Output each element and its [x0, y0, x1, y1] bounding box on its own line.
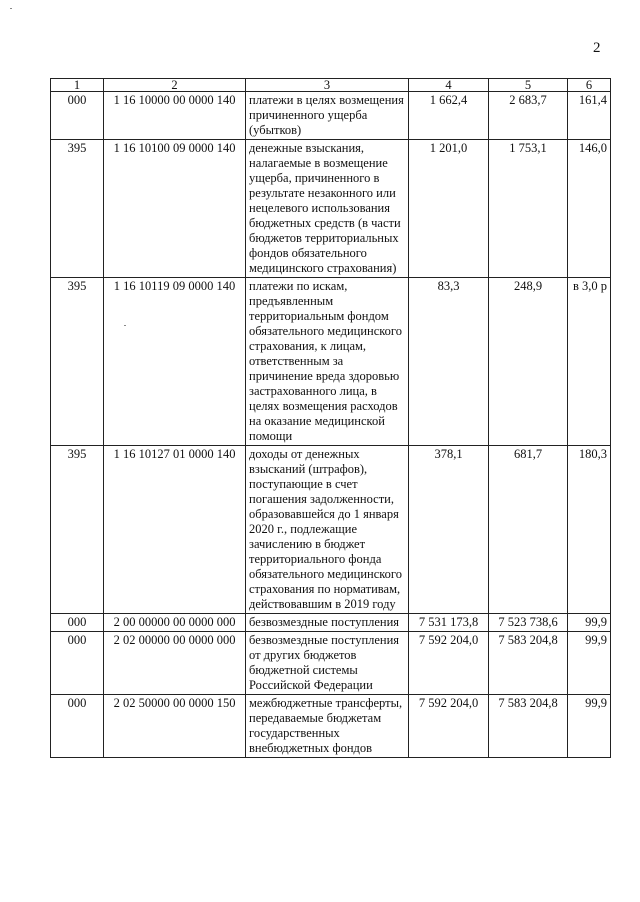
- actual-amount-cell: 7 583 204,8: [489, 695, 568, 758]
- table-row: [51, 695, 611, 758]
- admin-code-cell: 000: [51, 92, 104, 140]
- header-col-6: 6: [568, 79, 611, 92]
- income-name-cell: безвозмездные поступления: [246, 614, 409, 632]
- percent-cell: 99,9: [568, 632, 611, 695]
- plan-amount-cell: 1 201,0: [409, 140, 489, 278]
- plan-amount-cell: 7 592 204,0: [409, 695, 489, 758]
- actual-amount-cell: 2 683,7: [489, 92, 568, 140]
- table-row: [51, 140, 611, 278]
- percent-cell: 99,9: [568, 695, 611, 758]
- table-row: [51, 92, 611, 140]
- actual-amount-cell: 681,7: [489, 446, 568, 614]
- plan-amount-cell: 378,1: [409, 446, 489, 614]
- percent-cell: в 3,0 р: [568, 278, 611, 446]
- table-row: [51, 614, 611, 632]
- budget-class-code-cell: 2 02 00000 00 0000 000: [104, 632, 246, 695]
- header-col-4: 4: [409, 79, 489, 92]
- plan-amount-cell: 83,3: [409, 278, 489, 446]
- admin-code-cell: 000: [51, 695, 104, 758]
- percent-cell: 146,0: [568, 140, 611, 278]
- percent-cell: 99,9: [568, 614, 611, 632]
- admin-code-cell: 395: [51, 278, 104, 446]
- plan-amount-cell: 7 531 173,8: [409, 614, 489, 632]
- plan-amount-cell: 1 662,4: [409, 92, 489, 140]
- scan-speck: [124, 325, 126, 326]
- budget-class-code-cell: 1 16 10127 01 0000 140: [104, 446, 246, 614]
- admin-code-cell: 395: [51, 446, 104, 614]
- header-col-5: 5: [489, 79, 568, 92]
- header-col-2: 2: [104, 79, 246, 92]
- table-row: [51, 632, 611, 695]
- admin-code-cell: 395: [51, 140, 104, 278]
- header-col-1: 1: [51, 79, 104, 92]
- percent-cell: 180,3: [568, 446, 611, 614]
- actual-amount-cell: 248,9: [489, 278, 568, 446]
- actual-amount-cell: 1 753,1: [489, 140, 568, 278]
- budget-class-code-cell: 1 16 10100 09 0000 140: [104, 140, 246, 278]
- percent-cell: 161,4: [568, 92, 611, 140]
- actual-amount-cell: 7 523 738,6: [489, 614, 568, 632]
- budget-class-code-cell: 2 02 50000 00 0000 150: [104, 695, 246, 758]
- table-row: [51, 446, 611, 614]
- budget-class-code-cell: 1 16 10119 09 0000 140: [104, 278, 246, 446]
- income-name-cell: межбюджетные трансферты, передаваемые бюджетам государственных внебюджетных фондов: [246, 695, 409, 758]
- admin-code-cell: 000: [51, 632, 104, 695]
- income-name-cell: денежные взыскания, налагаемые в возмещение ущерба, причиненного в результате незаконного или нецелевого использования бюджетных средств (в части бюджетов территориальных фондов обязательного медицинского страхования): [246, 140, 409, 278]
- actual-amount-cell: 7 583 204,8: [489, 632, 568, 695]
- plan-amount-cell: 7 592 204,0: [409, 632, 489, 695]
- scan-speck: [10, 8, 12, 9]
- table-header-row: [51, 79, 611, 92]
- page-number: 2: [593, 40, 601, 56]
- income-name-cell: платежи в целях возмещения причиненного ущерба (убытков): [246, 92, 409, 140]
- budget-class-code-cell: 1 16 10000 00 0000 140: [104, 92, 246, 140]
- income-name-cell: доходы от денежных взысканий (штрафов), поступающие в счет погашения задолженности, образовавшейся до 1 января 2020 г., подлежащие зачислению в бюджет территориального фонда обязательного медицинского страхования по нормативам, действовавшим в 2019 году: [246, 446, 409, 614]
- budget-class-code-cell: 2 00 00000 00 0000 000: [104, 614, 246, 632]
- income-name-cell: безвозмездные поступления от других бюджетов бюджетной системы Российской Федерации: [246, 632, 409, 695]
- budget-table: [50, 78, 611, 758]
- income-name-cell: платежи по искам, предъявленным территориальным фондом обязательного медицинского страхования, к лицам, ответственным за причинение вреда здоровью застрахованного лица, в целях возмещения расходов на оказание медицинской помощи: [246, 278, 409, 446]
- table-row: [51, 278, 611, 446]
- header-col-3: 3: [246, 79, 409, 92]
- admin-code-cell: 000: [51, 614, 104, 632]
